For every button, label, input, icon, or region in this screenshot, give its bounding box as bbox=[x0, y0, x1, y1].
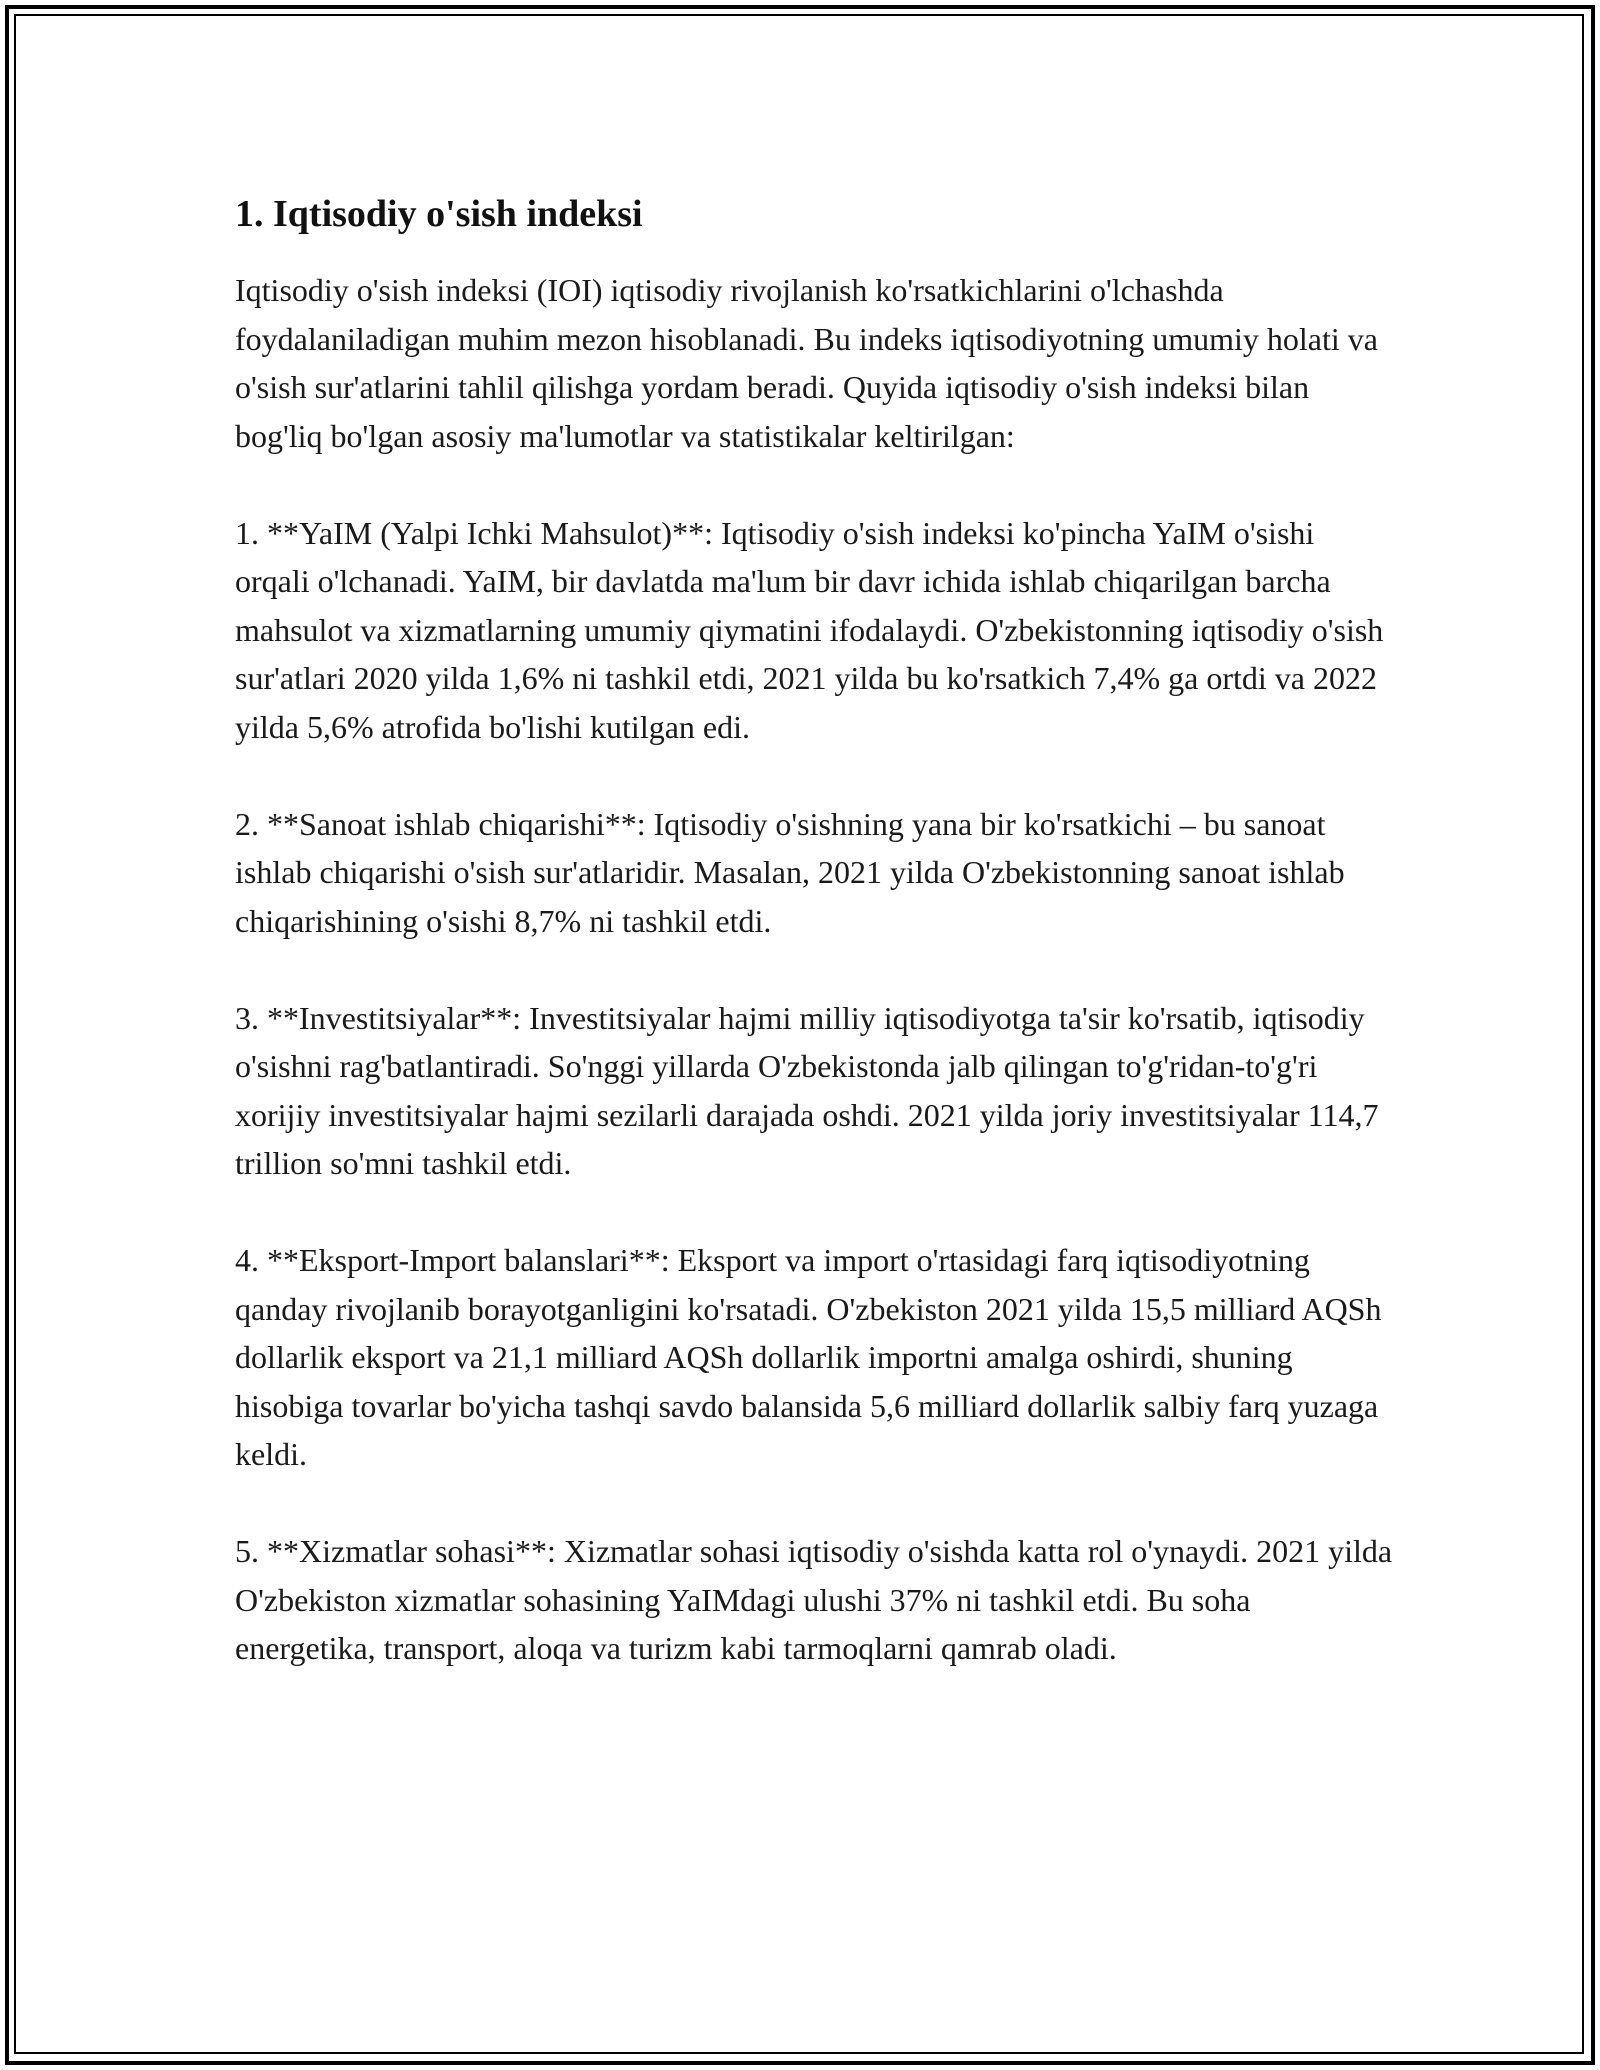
industry-paragraph: 2. **Sanoat ishlab chiqarishi**: Iqtisodiy o'sishning yana bir ko'rsatkichi – bu sanoat ishlab chiqarishi o'sish sur'atlaridir. Masalan, 2021 yilda O'zbekistonning sanoat ishlab chiqarishining o'sishi 8,7% ni tashkil etdi. bbox=[235, 805, 1345, 939]
investment-paragraph: 3. **Investitsiyalar**: Investitsiyalar hajmi milliy iqtisodiyotga ta'sir ko'rsatib, iqtisodiy o'sishni rag'batlantiradi. So'nggi yillarda O'zbekistonda jalb qilingan to'g'ridan-to'g'ri xorijiy investitsiyalar hajmi sezilarli darajada oshdi. 2021 yilda joriy investitsiyalar 114,7 trillion so'mni tashkil etdi. bbox=[235, 999, 1379, 1181]
document-body bbox=[235, 190, 1395, 1673]
trade-balance-paragraph: 4. **Eksport-Import balanslari**: Eksport va import o'rtasidagi farq iqtisodiyotning qanday rivojlanib borayotganligini ko'rsatadi. O'zbekiston 2021 yilda 15,5 milliard AQSh dollarlik eksport va 21,1 milliard AQSh dollarlik importni amalga oshirdi, shuning hisobiga tovarlar bo'yicha tashqi savdo balansida 5,6 milliard dollarlik salbiy farq yuzaga keldi. bbox=[235, 1242, 1382, 1472]
gdp-paragraph: 1. **YaIM (Yalpi Ichki Mahsulot)**: Iqtisodiy o'sish indeksi ko'pincha YaIM o'sishi orqali o'lchanadi. YaIM, bir davlatda ma'lum bir davr ichida ishlab chiqarilgan barcha mahsulot va xizmatlarning umumiy qiymatini ifodalaydi. O'zbekistonning iqtisodiy o'sish sur'atlari 2020 yilda 1,6% ni tashkil etdi, 2021 yilda bu ko'rsatkich 7,4% ga ortdi va 2022 yilda 5,6% atrofida bo'lishi kutilgan edi. bbox=[235, 514, 1384, 745]
intro-paragraph: Iqtisodiy o'sish indeksi (IOI) iqtisodiy rivojlanish ko'rsatkichlarini o'lchashda foydalaniladigan muhim mezon hisoblanadi. Bu indeks iqtisodiyotning umumiy holati va o'sish sur'atlarini tahlil qilishga yordam beradi. Quyida iqtisodiy o'sish indeksi bilan bog'liq bo'lgan asosiy ma'lumotlar va statistikalar keltirilgan: bbox=[235, 272, 1378, 454]
services-paragraph: 5. **Xizmatlar sohasi**: Xizmatlar sohasi iqtisodiy o'sishda katta rol o'ynaydi. 2021 yilda O'zbekiston xizmatlar sohasining YaIMdagi ulushi 37% ni tashkil etdi. Bu soha energetika, transport, aloqa va turizm kabi tarmoqlarni qamrab oladi. bbox=[235, 1533, 1393, 1666]
section-heading: 1. Iqtisodiy o'sish indeksi bbox=[235, 193, 643, 235]
